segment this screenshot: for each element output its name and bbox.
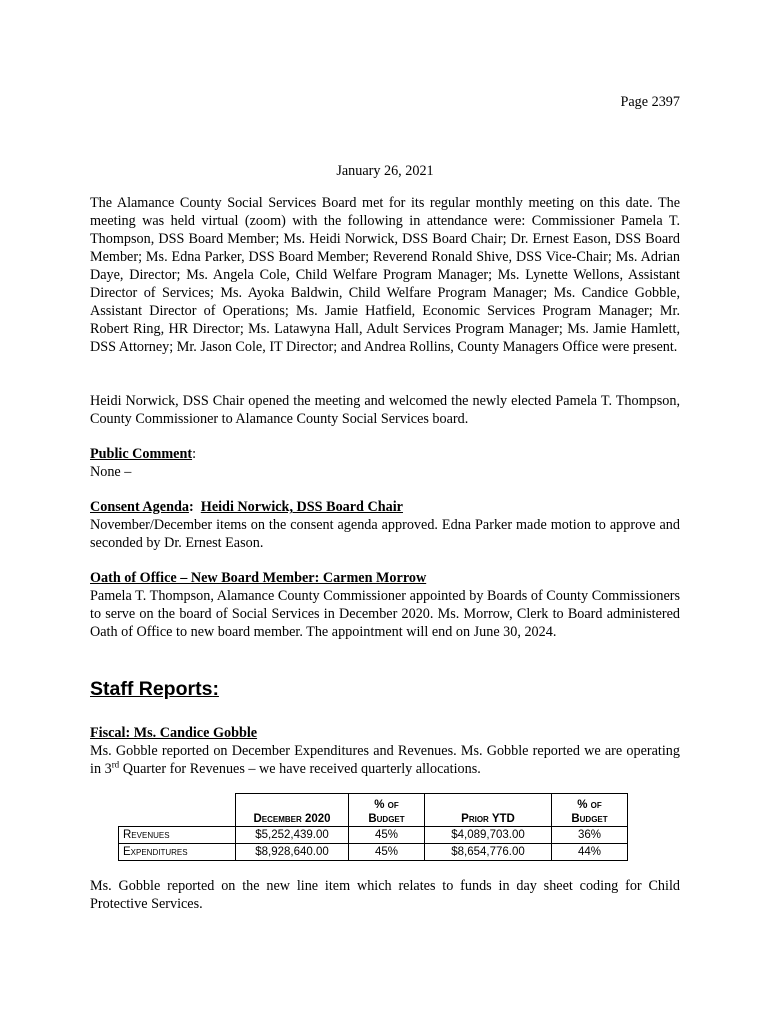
consent-agenda-section <box>90 498 680 552</box>
table-header-row <box>119 794 628 827</box>
consent-agenda-text: November/December items on the consent agenda approved. Edna Parker made motion to approve and seconded by Dr. Ernest Eason. <box>90 517 680 551</box>
public-comment-heading: Public Comment <box>90 446 193 462</box>
header-pct2-line1: % of <box>577 799 602 811</box>
fiscal-section <box>90 724 680 778</box>
opening-text: Heidi Norwick, DSS Chair opened the meeting and welcomed the newly elected Pamela T. Thompson, County Commissioner to Alamance County Social Services board. <box>90 393 680 427</box>
row-label: Revenues <box>119 827 236 844</box>
cell-pct: 45% <box>349 827 425 844</box>
table-header-empty <box>119 794 236 827</box>
public-comment-colon: : <box>192 446 197 462</box>
cell-december: $5,252,439.00 <box>236 827 349 844</box>
cell-pct2: 36% <box>552 827 628 844</box>
page-number: Page 2397 <box>620 94 680 110</box>
oath-text: Pamela T. Thompson, Alamance County Commissioner appointed by Boards of County Commissioners to serve on the board of Social Services in December 2020. Ms. Morrow, Clerk to Board administered Oath of Office to new board member. The appointment will end on June 30, 2024. <box>90 588 680 640</box>
fiscal-text-start: Ms. Gobble reported on December Expenditures and Revenues. Ms. Gobble reported we are operating in 3 <box>90 743 680 777</box>
fiscal-text-sup: rd <box>111 759 120 770</box>
meeting-date: January 26, 2021 <box>336 163 434 179</box>
financial-table <box>118 793 628 861</box>
intro-text: The Alamance County Social Services Board met for its regular monthly meeting on this date. The meeting was held virtual (zoom) with the following in attendance were: Commissioner Pamela T. Thompson, DSS Board Member; Ms. Heidi Norwick, DSS Board Chair; Dr. Ernest Eason, DSS Board Member; Ms. Edna Parker, DSS Board Member; Reverend Ronald Shive, DSS Vice-Chair; Ms. Adrian Daye, Director; Ms. Angela Cole, Child Welfare Program Manager; Ms. Lynette Wellons, Assistant Director of Services; Ms. Ayoka Baldwin, Child Welfare Program Manager; Ms. Candice Gobble, Assistant Director of Operations; Ms. Jamie Hatfield, Economic Services Program Manager; Mr. Robert Ring, HR Director; Ms. Latawyna Hall, Adult Services Program Manager; Ms. Jamie Hamlett, DSS Attorney; Mr. Jason Cole, IT Director; and Andrea Rollins, County Managers Office were present. <box>90 195 680 355</box>
staff-reports-colon: : <box>212 678 219 700</box>
consent-agenda-heading: Consent Agenda <box>90 499 189 515</box>
table-row <box>119 844 628 861</box>
header-pct-line1: % of <box>374 799 399 811</box>
header-pct-budget <box>349 794 425 827</box>
intro-paragraph <box>90 194 680 356</box>
header-pct2-line2: Budget <box>571 813 608 825</box>
cell-pct2: 44% <box>552 844 628 861</box>
cell-prior: $8,654,776.00 <box>425 844 552 861</box>
cell-pct: 45% <box>349 844 425 861</box>
fiscal-heading: Fiscal: Ms. Candice Gobble <box>90 725 258 741</box>
cell-prior: $4,089,703.00 <box>425 827 552 844</box>
fiscal-closing-paragraph <box>90 877 680 913</box>
public-comment-text: None – <box>90 464 132 480</box>
fiscal-text-end: Quarter for Revenues – we have received quarterly allocations. <box>119 761 481 777</box>
header-pct-budget-2 <box>552 794 628 827</box>
header-december: December 2020 <box>236 794 349 827</box>
fiscal-text <box>90 742 680 778</box>
cell-december: $8,928,640.00 <box>236 844 349 861</box>
public-comment-section <box>90 445 680 481</box>
header-pct-line2: Budget <box>368 813 405 825</box>
staff-reports-title <box>90 680 219 698</box>
fiscal-closing-text: Ms. Gobble reported on the new line item which relates to funds in day sheet coding for Child Protective Services. <box>90 878 680 912</box>
header-prior-ytd: Prior YTD <box>425 794 552 827</box>
consent-agenda-colon: : <box>188 499 194 515</box>
table-row <box>119 827 628 844</box>
staff-reports-label: Staff Reports <box>90 678 213 700</box>
consent-agenda-presenter: Heidi Norwick, DSS Board Chair <box>200 499 403 515</box>
opening-paragraph <box>90 392 680 428</box>
oath-heading: Oath of Office – New Board Member: Carmen Morrow <box>90 570 427 586</box>
row-label: Expenditures <box>119 844 236 861</box>
oath-section <box>90 569 680 641</box>
